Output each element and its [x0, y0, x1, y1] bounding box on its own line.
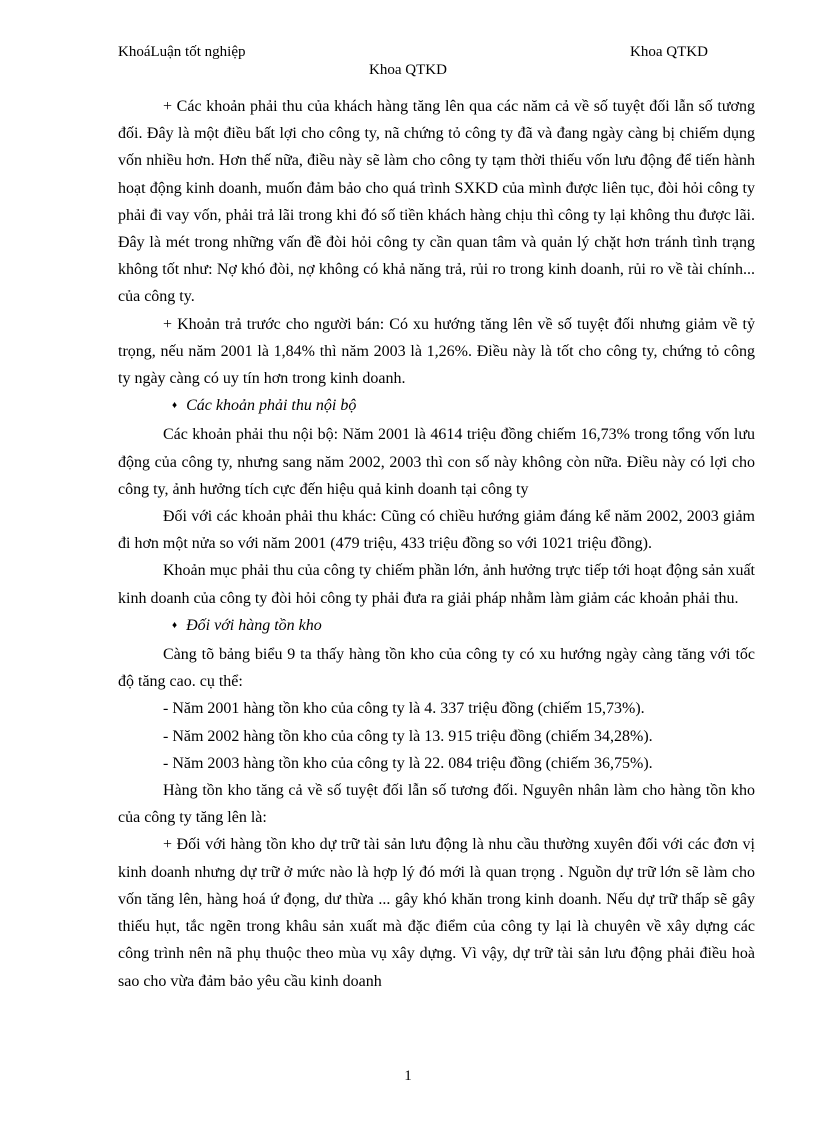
- paragraph: Hàng tồn kho tăng cả về số tuyệt đối lẫn số tương đối. Nguyên nhân làm cho hàng tồn kho của công ty tăng lên là:: [118, 782, 755, 827]
- list-item: - Năm 2002 hàng tồn kho của công ty là 13. 915 triệu đồng (chiếm 34,28%).: [163, 727, 653, 745]
- section-heading-inventory: [118, 612, 755, 641]
- diamond-bullet-icon: ♦: [172, 400, 178, 412]
- paragraph: + Khoản trả trước cho người bán: Có xu hướng tăng lên về số tuyệt đối nhưng giảm về tỷ trọng, nếu năm 2001 là 1,84% thì năm 2003 là 1,26%. Điều này là tốt cho công ty, chứng tỏ công ty ngày càng có uy tín hơn trong kinh doanh.: [118, 315, 755, 388]
- paragraph: Càng tõ bảng biểu 9 ta thấy hàng tồn kho của công ty có xu hướng ngày càng tăng với tốc độ tăng cao. cụ thể:: [118, 646, 755, 691]
- list-item: - Năm 2003 hàng tồn kho của công ty là 22. 084 triệu đồng (chiếm 36,75%).: [163, 754, 653, 772]
- section-heading-label: Đối với hàng tồn kho: [186, 616, 322, 634]
- page-number: 1: [404, 1068, 412, 1084]
- paragraph: Đối với các khoản phải thu khác: Cũng có chiều hướng giảm đáng kể năm 2002, 2003 giảm đi hơn một nửa so với năm 2001 (479 triệu, 433 triệu đồng so với 1021 triệu đồng).: [118, 508, 755, 553]
- section-heading-internal-receivables: [118, 392, 755, 421]
- document-body: [118, 93, 755, 995]
- header-right: Khoa QTKD: [630, 44, 708, 60]
- paragraph: + Các khoản phải thu của khách hàng tăng lên qua các năm cả về số tuyệt đối lẫn số tương đối. Đây là một điều bất lợi cho công ty, nã chứng tỏ công ty đã và đang ngày càng bị chiếm dụng vốn nhiều hơn. Hơn thế nữa, điều này sẽ làm cho công ty tạm thời thiếu vốn lưu động để tiến hành hoạt động kinh doanh, muốn đảm bảo cho quá trình SXKD của mình được liên tục, đòi hỏi công ty phải đi vay vốn, phải trả lãi trong khi đó số tiền khách hàng chịu thì công ty lại không thu được lãi. Đây là mét trong những vấn đề đòi hỏi công ty cần quan tâm và quản lý chặt hơn tránh tình trạng không tốt như: Nợ khó đòi, nợ không có khả năng trả, rủi ro trong kinh doanh, rủi ro về tài chính... của công ty.: [118, 98, 755, 306]
- list-item: - Năm 2001 hàng tồn kho của công ty là 4. 337 triệu đồng (chiếm 15,73%).: [163, 700, 645, 718]
- header-center: Khoa QTKD: [369, 62, 447, 78]
- header-left: KhoáLuận tốt nghiệp: [118, 44, 246, 60]
- paragraph: Các khoản phải thu nội bộ: Năm 2001 là 4614 triệu đồng chiếm 16,73% trong tổng vốn lưu động của công ty, nhưng sang năm 2002, 2003 thì con số này không còn nữa. Điều này có lợi cho công ty, ảnh hưởng tích cực đến hiệu quả kinh doanh tại công ty: [118, 426, 755, 498]
- diamond-bullet-icon: ♦: [172, 619, 178, 631]
- paragraph: Khoản mục phải thu của công ty chiếm phần lớn, ảnh hưởng trực tiếp tới hoạt động sản xuất kinh doanh của công ty đòi hỏi công ty phải đưa ra giải pháp nhằm làm giảm các khoản phải thu.: [118, 562, 755, 607]
- paragraph: + Đối với hàng tồn kho dự trữ tài sản lưu động là nhu cầu thường xuyên đối với các đơn vị kinh doanh nhưng dự trữ ở mức nào là hợp lý đó mới là quan trọng . Nguồn dự trữ lớn sẽ làm cho vốn tăng lên, hàng hoá ứ đọng, dư thừa ... gây khó khăn trong kinh doanh. Nếu dự trữ thấp sẽ gây thiếu hụt, tắc ngẽn trong khâu sản xuất mà đặc điểm của công ty lại là chuyên về xây dựng các công trình nên nã phụ thuộc theo mùa vụ xây dựng. Vì vậy, dự trữ tài sản lưu động phải điều hoà sao cho vừa đảm bảo yêu cầu kinh doanh: [118, 836, 755, 990]
- section-heading-label: Các khoản phải thu nội bộ: [186, 397, 357, 415]
